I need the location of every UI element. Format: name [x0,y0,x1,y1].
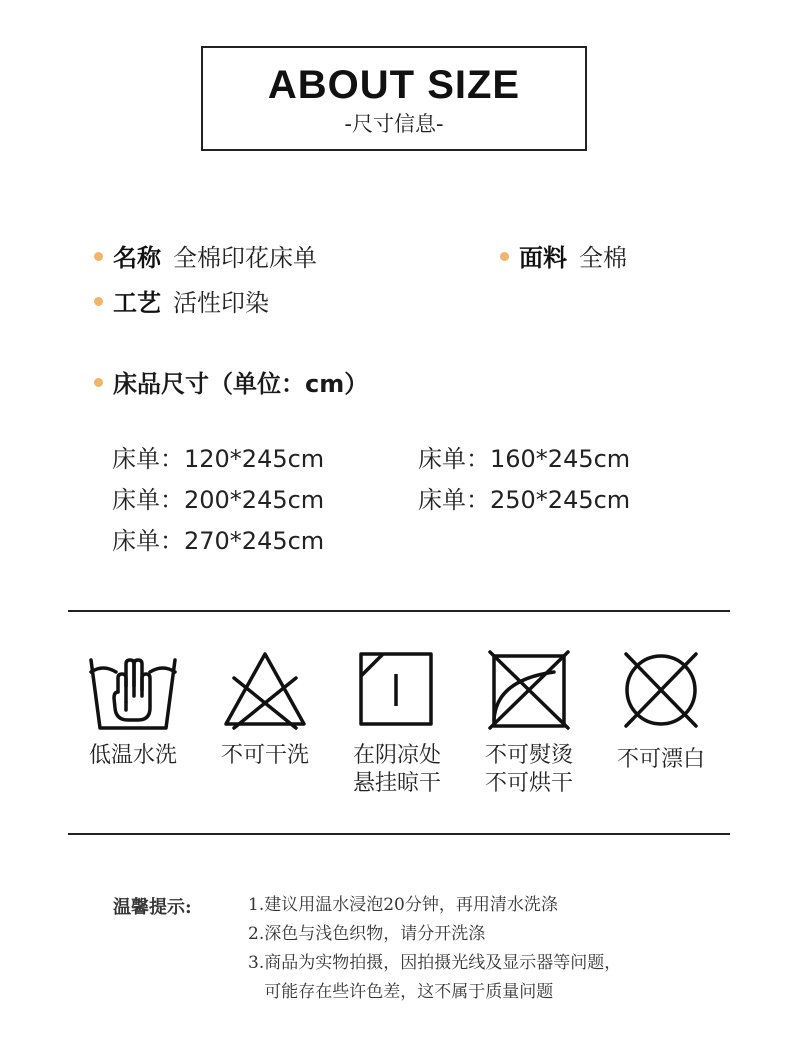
page-subtitle: -尺寸信息- [344,112,444,136]
care-item-shade-dry [342,650,452,798]
size-item: 床单：200*245cm [112,486,325,514]
care-item-dry-clean [210,650,320,770]
attribute-value: 全棉印花床单 [173,244,317,272]
tip-line: 3.商品为实物拍摄，因拍摄光线及显示器等问题， [248,953,622,973]
bullet-dot [500,252,509,261]
page-title: ABOUT SIZE [267,63,521,107]
size-item: 床单：120*245cm [112,445,325,473]
low-temperature-hand-wash-icon [88,650,178,730]
do-not-dry-clean-icon [222,650,308,730]
attribute-craft [94,288,269,318]
sizes-title: 床品尺寸（单位：cm） [113,370,369,398]
care-label-line2: 不可烘干 [484,771,573,796]
care-item-bleach [606,650,716,774]
dry-in-shade-icon [357,650,437,730]
do-not-bleach-icon [618,650,704,730]
attribute-name [94,243,317,273]
care-label: 不可干洗 [220,743,309,768]
care-label: 在阴凉处 [352,743,441,768]
care-label: 不可熨烫 [484,743,573,768]
do-not-iron-or-tumble-dry-icon [486,650,572,730]
tips-title: 温馨提示: [113,897,192,918]
size-item: 床单：250*245cm [418,486,631,514]
attribute-key: 工艺 [113,289,161,317]
size-item: 床单：160*245cm [418,445,631,473]
care-label-line2: 悬挂晾干 [352,771,441,796]
attribute-value: 全棉 [579,244,627,272]
care-item-wash [78,650,188,770]
bullet-dot [94,378,103,387]
tip-line: 2.深色与浅色织物，请分开洗涤 [248,924,486,944]
care-item-iron [474,650,584,798]
tip-line: 1.建议用温水浸泡20分钟，再用清水洗涤 [248,895,558,915]
title-box [201,46,587,151]
care-label: 低温水洗 [88,743,177,768]
bullet-dot [94,297,103,306]
care-label: 不可漂白 [616,747,705,772]
sizes-heading [94,369,368,399]
divider-bottom [68,833,730,835]
attribute-key: 名称 [113,244,161,272]
bullet-dot [94,252,103,261]
attribute-fabric [500,243,627,273]
attribute-key: 面料 [519,244,567,272]
divider-top [68,610,730,612]
tip-line: 可能存在些许色差，这不属于质量问题 [248,982,554,1002]
attribute-value: 活性印染 [173,289,269,317]
size-item: 床单：270*245cm [112,527,325,555]
